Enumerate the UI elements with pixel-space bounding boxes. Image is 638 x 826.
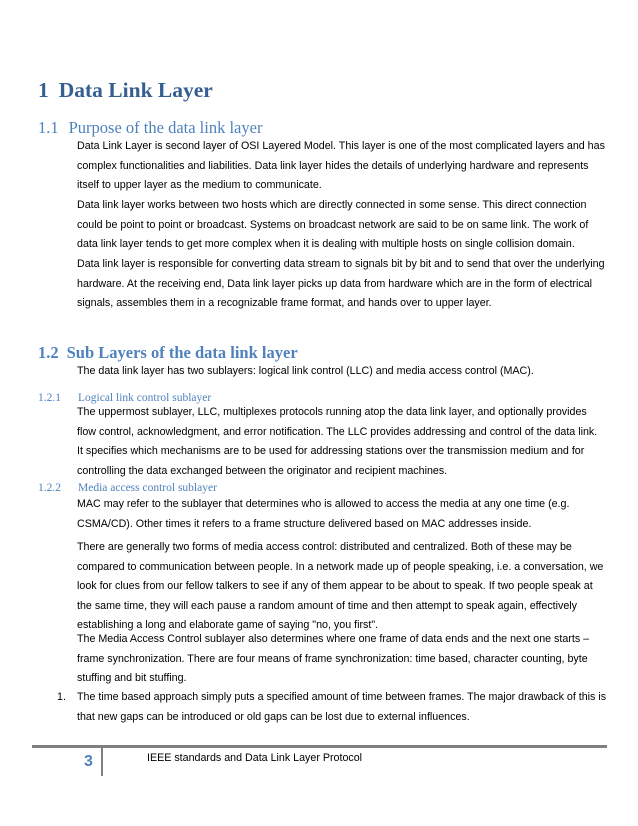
heading-purpose bbox=[38, 118, 262, 138]
section-number: 1.2.2 bbox=[38, 482, 61, 494]
text-line: Data link layer works between two hosts which are directly connected in some sense. This direct connection bbox=[77, 199, 587, 211]
section-title: Logical link control sublayer bbox=[78, 392, 212, 404]
section-number: 1.2.1 bbox=[38, 392, 61, 404]
paragraph-purpose-2 bbox=[77, 196, 605, 255]
footer-title: IEEE standards and Data Link Layer Protocol bbox=[147, 752, 363, 764]
heading-sub-layers bbox=[38, 343, 298, 363]
text-line: Data Link Layer is second layer of OSI Layered Model. This layer is one of the most complicated layers and has bbox=[77, 140, 605, 152]
page-number: 3 bbox=[84, 753, 93, 770]
text-line: data link layer tends to get more complex when it is dealing with multiple hosts on single collision domain. bbox=[77, 238, 575, 251]
section-number: 1.1 bbox=[38, 118, 59, 137]
paragraph-purpose-1 bbox=[77, 137, 605, 196]
section-title: Media access control sublayer bbox=[78, 482, 217, 494]
text-line: MAC may refer to the sublayer that determines who is allowed to access the media at any one time (e.g. bbox=[77, 498, 570, 510]
text-line: flow control, acknowledgment, and error notification. The LLC provides addressing and control of the data link. bbox=[77, 425, 598, 438]
list-item-time-based bbox=[77, 688, 605, 727]
text-line: could be point to point or broadcast. Systems on broadcast network are said to be on same link. The work of bbox=[77, 218, 589, 231]
text-line: establishing a long and elaborate game of saying "no, you first". bbox=[77, 619, 379, 632]
heading-title: Data Link Layer bbox=[58, 78, 213, 102]
text-line: The data link layer has two sublayers: logical link control (LLC) and media access control (MAC). bbox=[77, 365, 534, 377]
list-item-number: 1. bbox=[57, 691, 66, 703]
section-title: Purpose of the data link layer bbox=[68, 118, 263, 137]
section-title: Sub Layers of the data link layer bbox=[66, 343, 298, 362]
text-line: stuffing and bit stuffing. bbox=[77, 672, 187, 685]
text-line: CSMA/CD). Other times it refers to a frame structure delivered based on MAC addresses inside. bbox=[77, 517, 532, 530]
text-line: itself to upper layer as the medium to communicate. bbox=[77, 179, 322, 192]
paragraph-mac-3 bbox=[77, 630, 605, 689]
text-line: that new gaps can be introduced or old gaps can be lost due to external influences. bbox=[77, 710, 470, 723]
text-line: frame synchronization. There are four means of frame synchronization: time based, character counting, byte bbox=[77, 652, 588, 665]
text-line: complex functionalities and liabilities. Data link layer hides the details of underlying hardware and represents bbox=[77, 159, 589, 172]
text-line: the same time, they will each pause a random amount of time and then attempt to speak again, effectively bbox=[77, 599, 578, 612]
footer-divider bbox=[32, 745, 607, 748]
paragraph-sublayers-intro bbox=[77, 362, 605, 382]
text-line: The uppermost sublayer, LLC, multiplexes protocols running atop the data link layer, and optionally provides bbox=[77, 406, 587, 418]
text-line: hardware. At the receiving end, Data link layer picks up data from hardware which are in the form of electrical bbox=[77, 277, 593, 290]
text-line: The time based approach simply puts a specified amount of time between frames. The major drawback of this is bbox=[77, 691, 607, 703]
paragraph-purpose-3 bbox=[77, 255, 605, 314]
text-line: look for clues from our fellow talkers to see if any of them appear to be about to speak. If two people speak at bbox=[77, 580, 593, 593]
footer-vertical-divider bbox=[101, 748, 103, 776]
text-line: There are generally two forms of media access control: distributed and centralized. Both of these may be bbox=[77, 541, 572, 553]
paragraph-mac-2 bbox=[77, 538, 605, 636]
text-line: Data link layer is responsible for converting data stream to signals bit by bit and to send that over the underlying bbox=[77, 258, 605, 270]
heading-data-link-layer bbox=[38, 78, 213, 103]
text-line: The Media Access Control sublayer also determines where one frame of data ends and the next one starts – bbox=[77, 633, 590, 645]
text-line: signals, assembles them in a recognizable frame format, and hands over to upper layer. bbox=[77, 297, 492, 310]
text-line: It specifies which mechanisms are to be used for addressing stations over the transmission medium and for bbox=[77, 445, 585, 458]
section-number: 1.2 bbox=[38, 343, 59, 362]
heading-mac bbox=[38, 482, 217, 494]
text-line: compared to communication between people. In a network made up of people speaking, i.e. a conversation, we bbox=[77, 560, 604, 573]
paragraph-mac-1 bbox=[77, 495, 605, 534]
paragraph-llc bbox=[77, 403, 605, 481]
heading-number: 1 bbox=[38, 78, 49, 102]
text-line: controlling the data exchanged between the originator and recipient machines. bbox=[77, 464, 448, 477]
